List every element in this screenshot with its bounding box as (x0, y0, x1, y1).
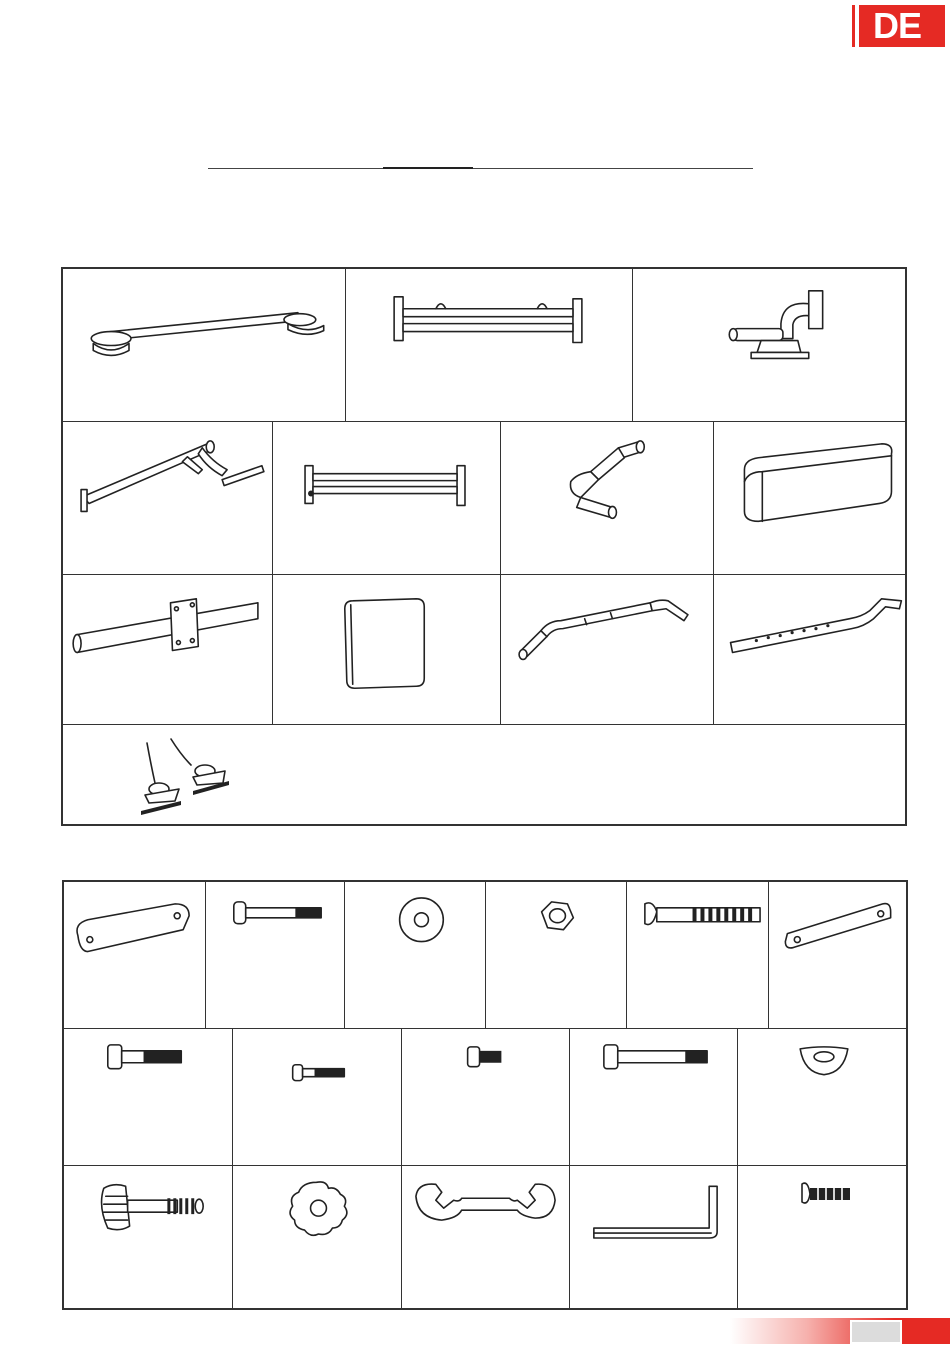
hardware-cell (64, 882, 206, 1029)
hardware-table (62, 880, 908, 1310)
part-cell (346, 269, 633, 422)
pull-pin-knob-icon (64, 1166, 232, 1310)
part-cell (501, 575, 714, 725)
mount-bracket-icon (633, 269, 907, 421)
crossbar-icon (273, 422, 500, 574)
hole-tube-icon (714, 575, 907, 724)
handlebar-icon (501, 575, 713, 724)
support-arm-icon (63, 422, 272, 574)
allen-key-icon (570, 1166, 737, 1310)
hardware-cell (402, 1166, 570, 1310)
part-cell (714, 422, 907, 575)
part-cell (273, 422, 501, 575)
screw-icon (738, 1166, 908, 1310)
hardware-cell (738, 1029, 908, 1166)
part-cell (501, 422, 714, 575)
hardware-cell (769, 882, 908, 1029)
page-number (850, 1320, 902, 1344)
part-cell (63, 725, 907, 826)
hardware-cell (486, 882, 627, 1029)
hardware-cell (64, 1166, 233, 1310)
double-bar-icon (346, 269, 632, 421)
curved-plate-icon (64, 882, 205, 1028)
flat-plate-icon (769, 882, 908, 1028)
hardware-cell (570, 1029, 738, 1166)
footer-accent-bar (730, 1318, 950, 1344)
foot-caps-icon (63, 725, 907, 826)
part-cell (273, 575, 501, 725)
long-bolt-icon (206, 882, 344, 1028)
curved-washer-icon (738, 1029, 908, 1165)
part-cell (63, 575, 273, 725)
part-cell (633, 269, 907, 422)
parts-table (61, 267, 907, 826)
small-bolt-icon (233, 1029, 401, 1165)
part-cell (714, 575, 907, 725)
short-bolt-icon (402, 1029, 569, 1165)
hardware-cell (233, 1166, 402, 1310)
part-cell (63, 422, 273, 575)
hardware-cell (345, 882, 486, 1029)
wrench-icon (402, 1166, 569, 1310)
long-hex-bolt-icon (570, 1029, 737, 1165)
part-cell (63, 269, 346, 422)
star-knob-icon (233, 1166, 401, 1310)
title-underline (208, 168, 753, 169)
washer-icon (345, 882, 485, 1028)
long-pad-icon (714, 422, 907, 574)
square-pad-icon (273, 575, 500, 724)
hardware-cell (627, 882, 769, 1029)
tube-plate-icon (63, 575, 272, 724)
hardware-cell (233, 1029, 402, 1166)
language-badge: DE (855, 5, 945, 47)
carriage-bolt-icon (627, 882, 768, 1028)
bent-tube-icon (501, 422, 713, 574)
hardware-cell (402, 1029, 570, 1166)
hex-bolt-icon (64, 1029, 232, 1165)
hardware-cell (64, 1029, 233, 1166)
hex-nut-icon (486, 882, 626, 1028)
hardware-cell (738, 1166, 908, 1310)
hardware-cell (570, 1166, 738, 1310)
base-bar-icon (63, 269, 345, 421)
hardware-cell (206, 882, 345, 1029)
